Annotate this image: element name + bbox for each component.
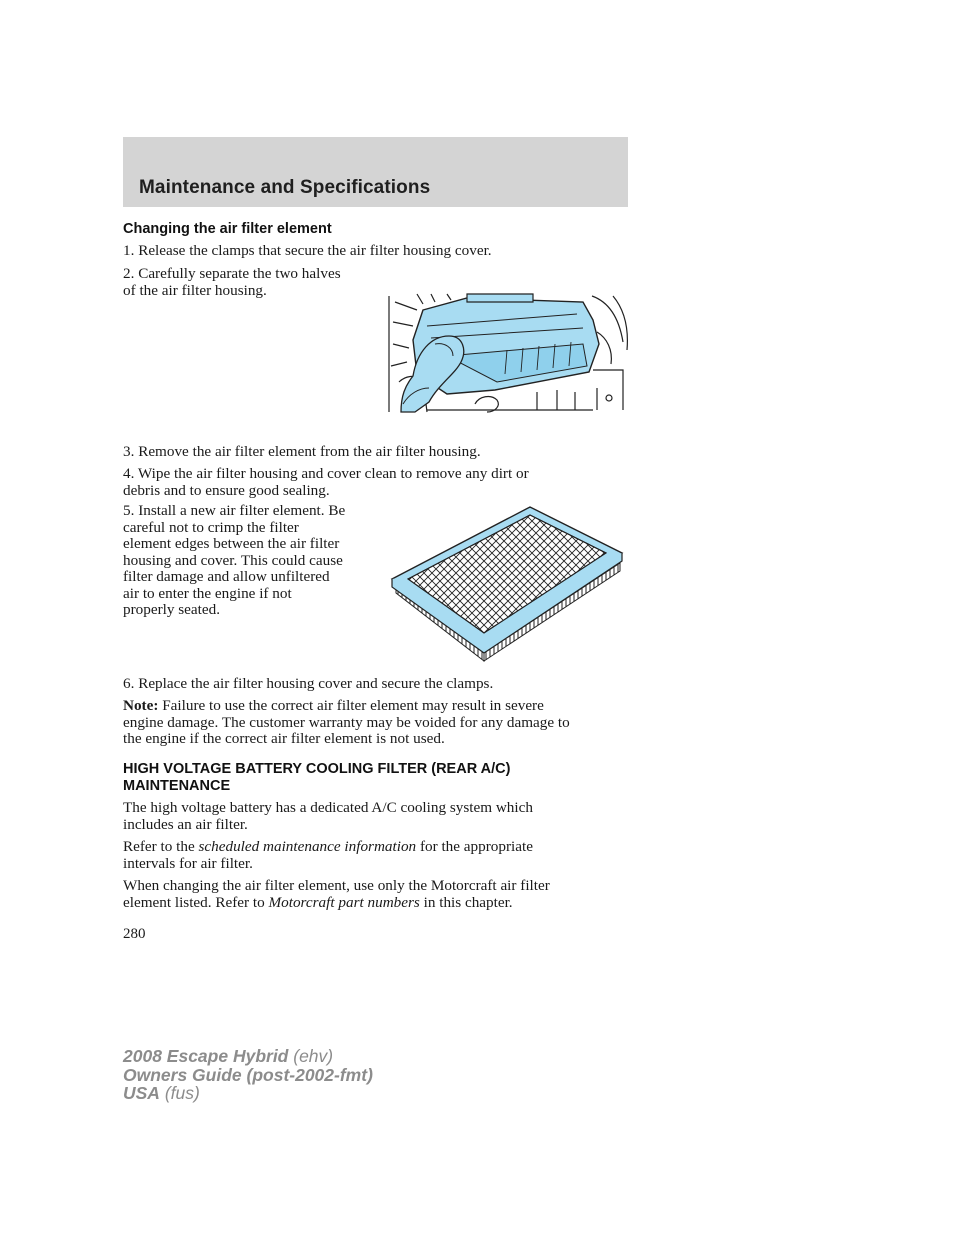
step-5: 5. Install a new air filter element. Be careful not to crimp the filter element edges between the air filter housing and cover. This could cause filter damage and allow unfiltered air to enter the engine if not properly seated. [123, 502, 346, 618]
section-title: Maintenance and Specifications [139, 177, 431, 198]
battery-paragraph-1: The high voltage battery has a dedicated A/C cooling system which includes an air filter. [123, 799, 533, 833]
battery-filter-heading: HIGH VOLTAGE BATTERY COOLING FILTER (REAR A/C) MAINTENANCE [123, 761, 511, 794]
step-1: 1. Release the clamps that secure the air filter housing cover. [123, 242, 492, 259]
note: Note: Failure to use the correct air filter element may result in severe engine damage. The customer warranty may be voided for any damage to the engine if the correct air filter element is not used. [123, 697, 570, 747]
air-filter-housing-illustration [387, 292, 629, 414]
step-6: 6. Replace the air filter housing cover and secure the clamps. [123, 675, 494, 692]
page-number: 280 [123, 926, 146, 942]
step-4: 4. Wipe the air filter housing and cover clean to remove any dirt or debris and to ensure good sealing. [123, 465, 529, 499]
battery-paragraph-3: When changing the air filter element, use only the Motorcraft air filter element listed. Refer to Motorcraft part numbers in this chapter. [123, 877, 550, 911]
step-3: 3. Remove the air filter element from the air filter housing. [123, 443, 481, 460]
air-filter-element-illustration [388, 505, 628, 665]
battery-paragraph-2: Refer to the scheduled maintenance information for the appropriate intervals for air filter. [123, 838, 533, 872]
document-footer: 2008 Escape Hybrid (ehv) Owners Guide (post-2002-fmt) USA (fus) [123, 1046, 373, 1103]
air-filter-heading: Changing the air filter element [123, 221, 332, 237]
step-2: 2. Carefully separate the two halves of the air filter housing. [123, 265, 341, 299]
section-header-band [123, 137, 628, 207]
